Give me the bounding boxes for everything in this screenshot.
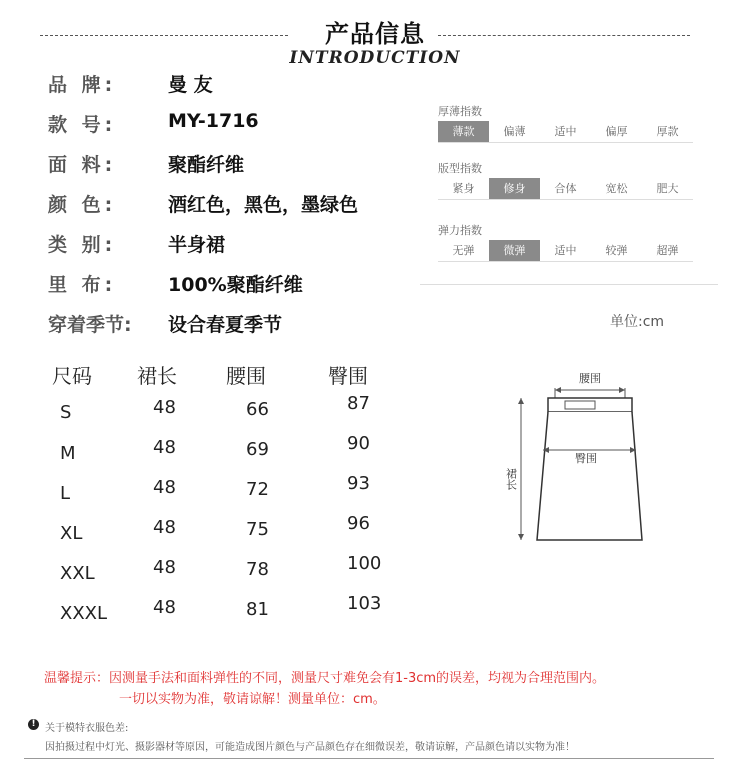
color-value: 酒红色，黑色，墨绿色 (168, 194, 359, 216)
color-note-title: 关于模特衣服色差: (45, 723, 129, 734)
rating-option: 无弹 (438, 240, 489, 261)
brand-value: 曼 友 (168, 74, 213, 96)
hip-cell: 103 (347, 593, 382, 614)
skirt-diagram (495, 360, 665, 580)
category-label: 类 别: (48, 234, 117, 256)
rating-option: 合体 (540, 178, 591, 199)
length-arrow (518, 398, 524, 540)
style-number-label: 款 号: (48, 114, 117, 136)
size-cell: XXL (60, 563, 95, 584)
hip-diagram-label: 臀围 (575, 452, 597, 465)
hip-cell: 90 (347, 433, 370, 454)
length-header: 裙长 (137, 364, 177, 388)
hip-cell: 96 (347, 513, 370, 534)
rating-option: 超弹 (642, 240, 693, 261)
stretch-options (438, 240, 693, 262)
rating-option: 适中 (540, 240, 591, 261)
info-icon: ! (28, 719, 39, 730)
waist-cell: 81 (246, 599, 269, 620)
rating-option: 厚款 (642, 121, 693, 142)
season-label: 穿着季节: (48, 314, 132, 336)
waist-cell: 69 (246, 439, 269, 460)
thickness-rating-title: 厚薄指数 (438, 105, 482, 118)
style-number-value: MY-1716 (168, 110, 259, 132)
rating-option: 偏厚 (591, 121, 642, 142)
rating-option: 较弹 (591, 240, 642, 261)
season-value: 设合春夏季节 (168, 314, 283, 336)
fit-rating-title: 版型指数 (438, 162, 482, 175)
fabric-label: 面 料: (48, 154, 117, 176)
rating-option: 宽松 (591, 178, 642, 199)
rating-option: 薄款 (438, 121, 489, 142)
size-cell: L (60, 483, 71, 504)
unit-label: 单位:cm (610, 314, 665, 330)
hip-cell: 87 (347, 393, 370, 414)
waist-header: 腰围 (226, 364, 266, 388)
fit-options (438, 178, 693, 200)
skirt-outline (537, 398, 642, 540)
waist-arrow (555, 387, 625, 398)
rating-divider (420, 284, 718, 285)
lining-label: 里 布: (48, 274, 117, 296)
measurement-notice-2: 一切以实物为准，敬请谅解！测量单位：cm。 (119, 692, 386, 707)
page-title: 产品信息 (325, 20, 425, 48)
length-cell: 48 (153, 557, 176, 578)
length-diagram-label: 裙长 (504, 468, 518, 490)
length-cell: 48 (153, 477, 176, 498)
waist-cell: 72 (246, 479, 269, 500)
rating-option: 修身 (489, 178, 540, 199)
waist-diagram-label: 腰围 (579, 372, 601, 385)
hip-cell: 100 (347, 553, 382, 574)
size-cell: M (60, 443, 76, 464)
length-cell: 48 (153, 517, 176, 538)
thickness-options (438, 121, 693, 143)
rating-option: 肥大 (642, 178, 693, 199)
brand-label: 品 牌: (48, 74, 117, 96)
color-note-text: 因拍摄过程中灯光、摄影器材等原因，可能造成图片颜色与产品颜色存在细微误差，敬请谅解，产品颜色请以实物为准！ (45, 742, 575, 753)
size-cell: S (60, 402, 72, 423)
rating-option: 微弹 (489, 240, 540, 261)
rating-option: 适中 (540, 121, 591, 142)
lining-value: 100%聚酯纤维 (168, 274, 303, 296)
waist-cell: 66 (246, 399, 269, 420)
length-cell: 48 (153, 597, 176, 618)
hip-cell: 93 (347, 473, 370, 494)
color-label: 颜 色: (48, 194, 117, 216)
length-cell: 48 (153, 397, 176, 418)
size-header: 尺码 (52, 364, 92, 388)
measurement-notice: 温馨提示：因测量手法和面料弹性的不同，测量尺寸难免会有1-3cm的误差，均视为合理范围内。 (44, 671, 606, 686)
fabric-value: 聚酯纤维 (168, 154, 245, 176)
length-cell: 48 (153, 437, 176, 458)
hip-header: 臀围 (328, 364, 368, 388)
footer-divider (24, 758, 714, 759)
size-cell: XXXL (60, 603, 108, 624)
waist-cell: 75 (246, 519, 269, 540)
rating-option: 紧身 (438, 178, 489, 199)
size-cell: XL (60, 523, 83, 544)
waist-cell: 78 (246, 559, 269, 580)
category-value: 半身裙 (168, 234, 226, 256)
rating-option: 偏薄 (489, 121, 540, 142)
page-subtitle: INTRODUCTION (289, 48, 461, 68)
stretch-rating-title: 弹力指数 (438, 224, 482, 237)
